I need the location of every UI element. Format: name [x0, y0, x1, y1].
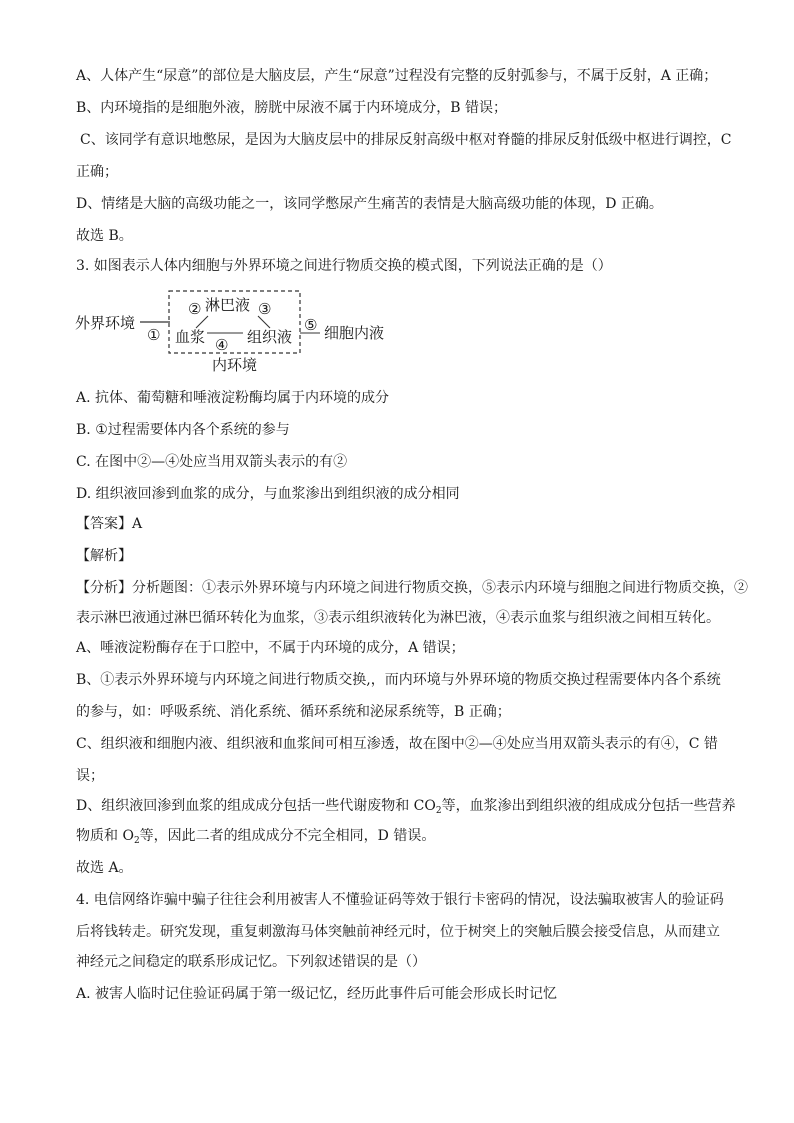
- analysis-line: [76, 796, 736, 821]
- analysis-line: B、①表示外界环境与内环境之间进行物质交换,，而内环境与外界环境的物质交换过程需要体内各个系统: [76, 672, 721, 688]
- text-line: B、内环境指的是细胞外液，膀胱中尿液不属于内环境成分，B 错误；: [76, 100, 508, 116]
- option-a: A. 抗体、葡萄糖和唾液淀粉酶均属于内环境的成分: [76, 390, 390, 406]
- diagram-svg: [72, 286, 412, 376]
- d1-text-a: D、组织液回渗到血浆的组成成分包括一些代谢废物和 CO: [76, 798, 436, 814]
- circle-1-label: ①: [147, 326, 161, 344]
- d2-subscript: 2: [133, 836, 140, 846]
- analysis-line: 【分析】分析题图：①表示外界环境与内环境之间进行物质交换，⑤表示内环境与细胞之间进行物质交换，②: [76, 580, 748, 596]
- analysis-line: [76, 826, 736, 851]
- material-exchange-diagram: [72, 286, 412, 376]
- circle-3-label: ③: [258, 300, 272, 318]
- text-line: C、该同学有意识地憋尿，是因为大脑皮层中的排尿反射高级中枢对脊髓的排尿反射低级中枢进行调控，C: [80, 132, 732, 148]
- d2-text-a: 物质和 O: [76, 828, 134, 844]
- text-line: A、人体产生“尿意”的部位是大脑皮层，产生“尿意”过程没有完整的反射弧参与，不属于反射，A 正确；: [76, 68, 718, 84]
- lymph-label: 淋巴液: [205, 296, 251, 314]
- question-3-stem: 3. 如图表示人体内细胞与外界环境之间进行物质交换的模式图，下列说法正确的是（）: [76, 258, 612, 274]
- analysis-line: A、唾液淀粉酶存在于口腔中，不属于内环境的成分，A 错误；: [76, 640, 465, 656]
- analysis-line: C、组织液和细胞内液、组织液和血浆间可相互渗透，故在图中②—④处应当用双箭头表示的有④，C 错: [76, 736, 718, 752]
- analysis-heading: 【解析】: [76, 548, 132, 564]
- d2-text-b: 等，因此二者的组成成分不完全相同，D 错误。: [139, 828, 436, 844]
- option-a: A. 被害人临时记住验证码属于第一级记忆，经历此事件后可能会形成长时记忆: [76, 986, 558, 1002]
- text-line: 正确；: [76, 164, 118, 180]
- analysis-line: 误；: [76, 768, 104, 784]
- inner-env-label: 内环境: [212, 356, 258, 374]
- analysis-line: 表示淋巴液通过淋巴循环转化为血浆，③表示组织液转化为淋巴液，④表示血浆与组织液之间相互转化。: [76, 610, 720, 626]
- text-line: D、情绪是大脑的高级功能之一，该同学憋尿产生痛苦的表情是大脑高级功能的体现，D 正确。: [76, 196, 663, 212]
- outer-env-label: 外界环境: [75, 314, 136, 332]
- cell-fluid-label: 细胞内液: [324, 324, 385, 342]
- tissue-fluid-label: 组织液: [247, 328, 293, 346]
- question-4-stem: 神经元之间稳定的联系形成记忆。下列叙述错误的是（）: [76, 954, 426, 970]
- option-c: C. 在图中②—④处应当用双箭头表示的有②: [76, 454, 348, 470]
- conclusion-line: 故选 A。: [76, 860, 133, 876]
- circle-4-label: ④: [215, 336, 229, 354]
- option-d: D. 组织液回渗到血浆的成分，与血浆渗出到组织液的成分相同: [76, 486, 460, 502]
- analysis-line: 的参与，如：呼吸系统、消化系统、循环系统和泌尿系统等，B 正确；: [76, 704, 511, 720]
- question-4-stem: 后将钱转走。研究发现，重复刺激海马体突触前神经元时，位于树突上的突触后膜会接受信息，从而建立: [76, 924, 720, 940]
- option-b: B. ①过程需要体内各个系统的参与: [76, 422, 290, 438]
- answer-heading: 【答案】A: [76, 516, 143, 532]
- d1-text-b: 等，血浆渗出到组织液的组成成分包括一些营养: [441, 798, 736, 814]
- d1-subscript: 2: [435, 806, 442, 816]
- circle-5-label: ⑤: [304, 316, 318, 334]
- question-4-stem: 4. 电信网络诈骗中骗子往往会利用被害人不懂验证码等效于银行卡密码的情况，设法骗取被害人的验证码: [76, 892, 724, 908]
- circle-2-label: ②: [188, 300, 202, 318]
- plasma-label: 血浆: [175, 328, 206, 346]
- text-line: 故选 B。: [76, 228, 133, 244]
